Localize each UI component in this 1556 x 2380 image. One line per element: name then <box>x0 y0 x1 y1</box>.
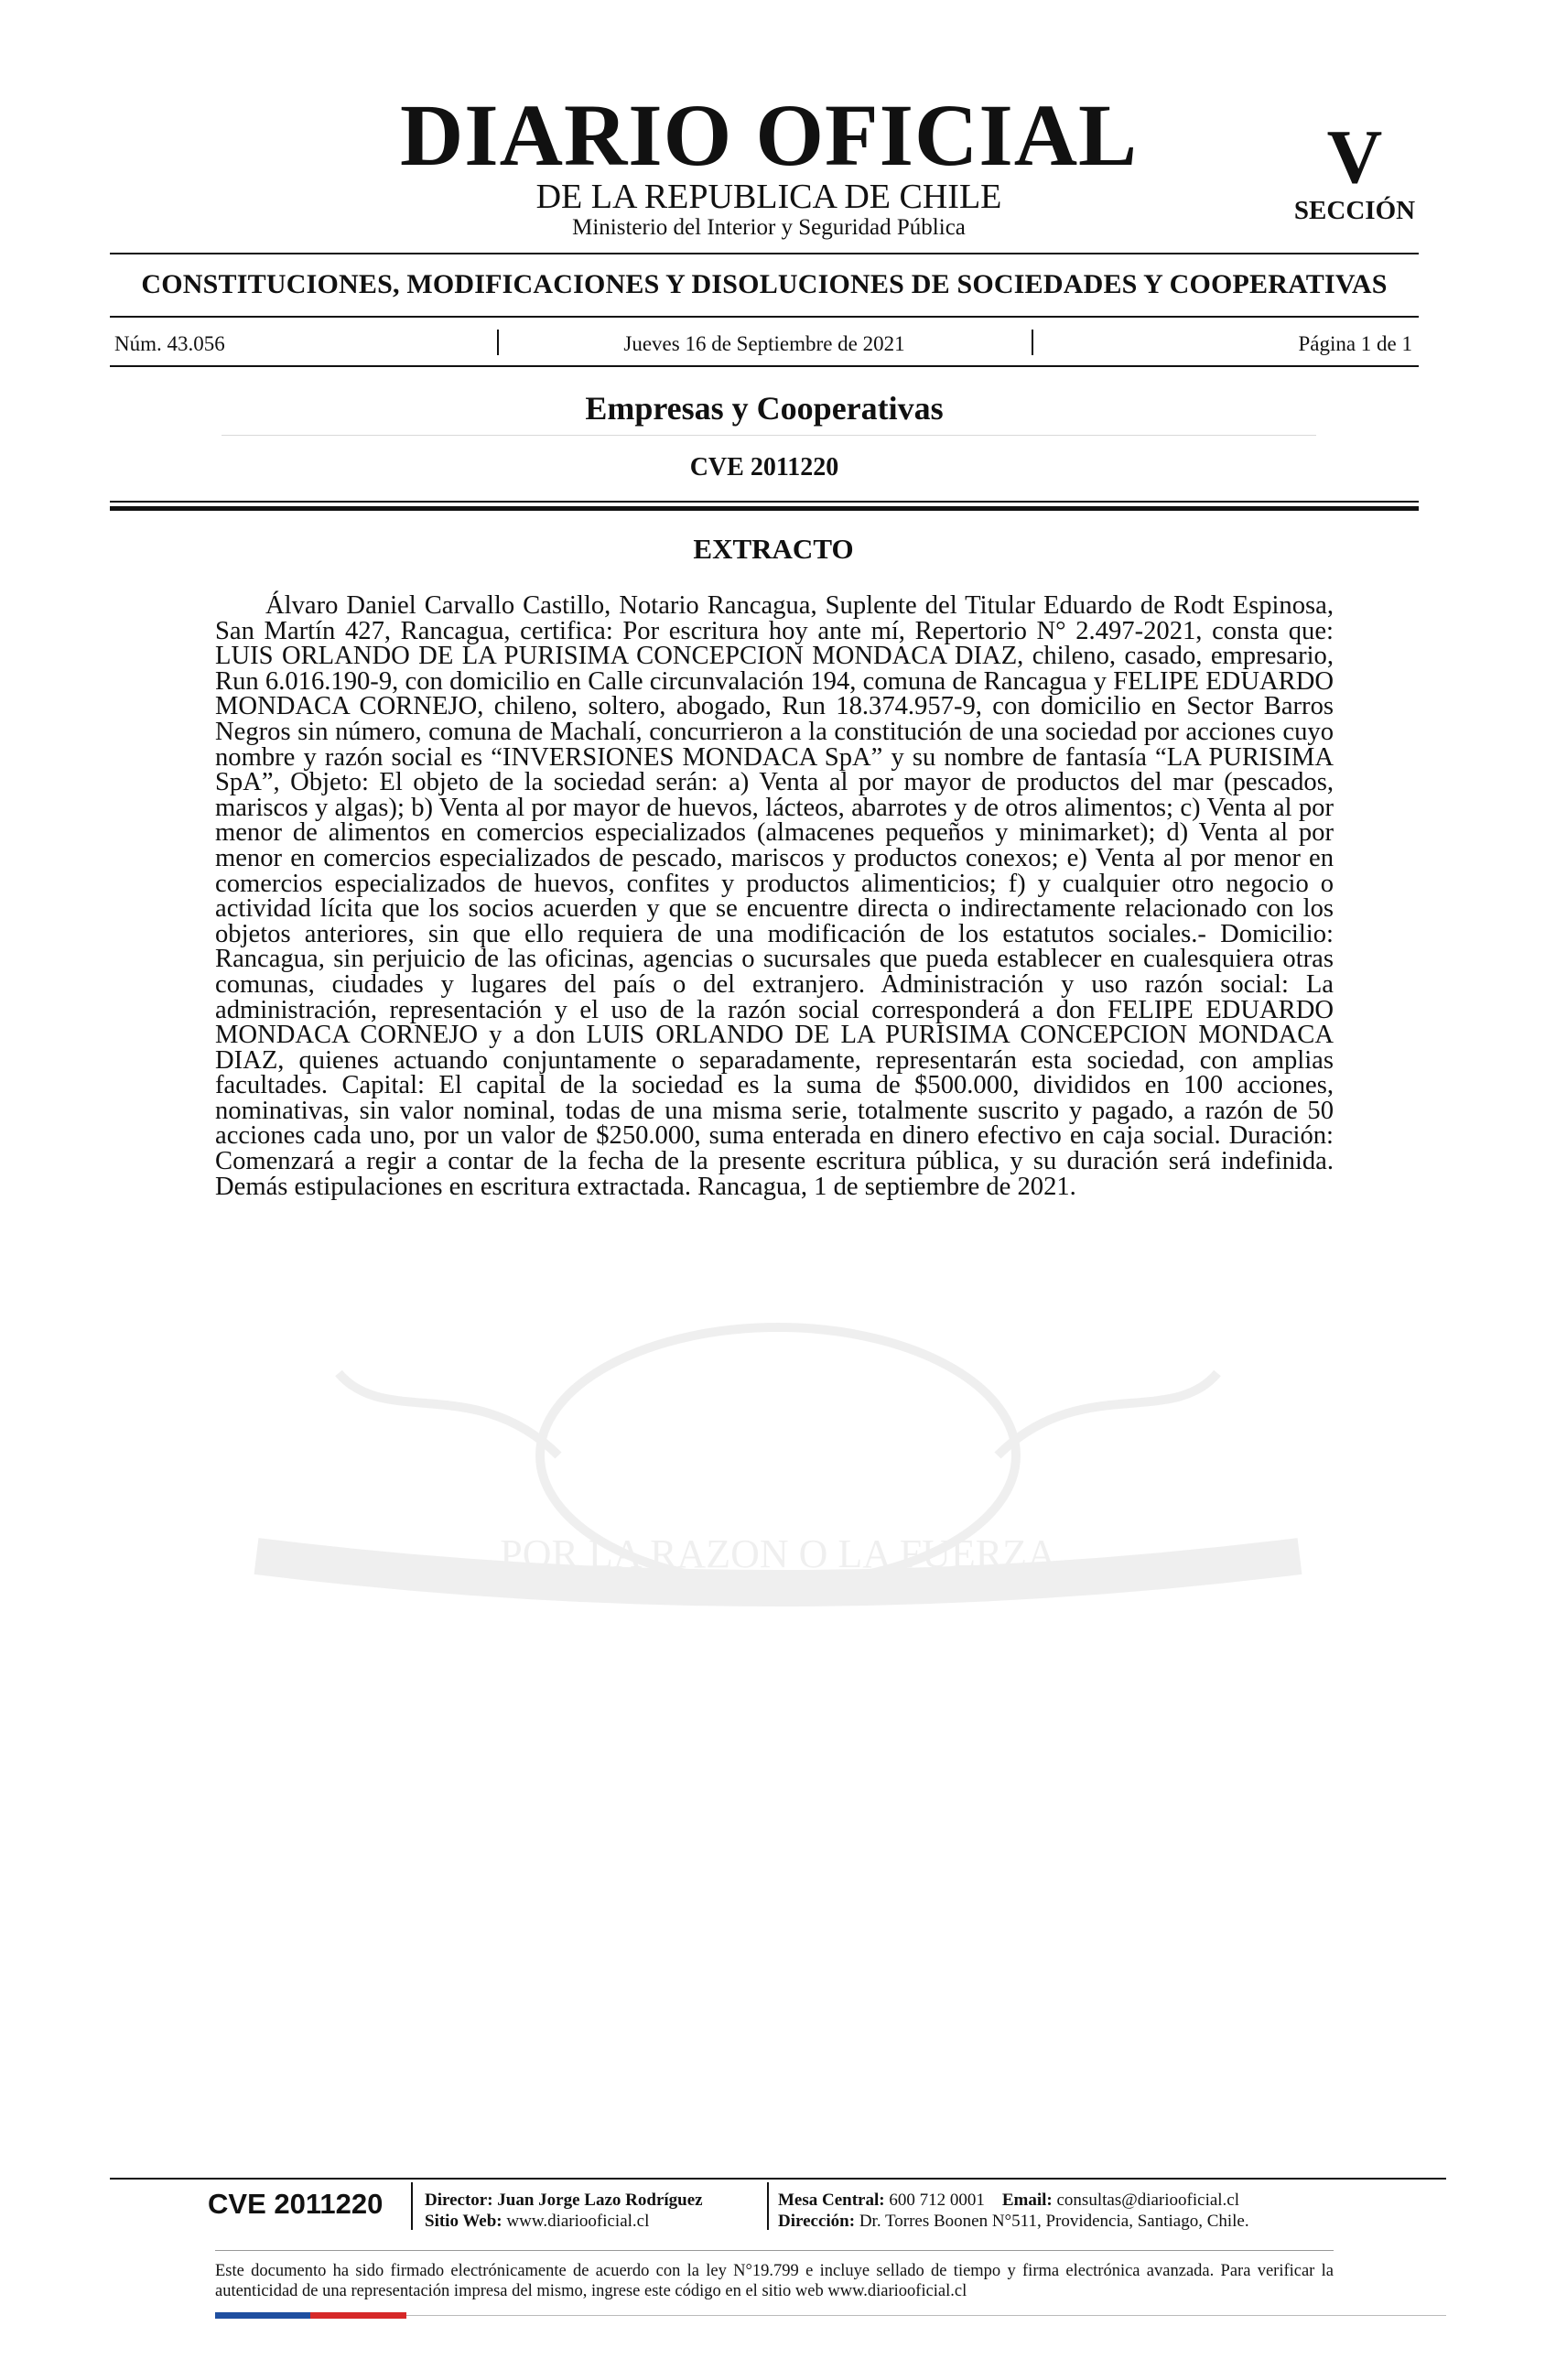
category-heading: CONSTITUCIONES, MODIFICACIONES Y DISOLUCIONES DE SOCIEDADES Y COOPERATIVAS <box>141 269 1388 299</box>
section-label: SECCIÓN <box>1293 196 1416 225</box>
section-letter: V <box>1326 114 1383 200</box>
masthead-ministry: Ministerio del Interior y Seguridad Pública <box>572 215 966 240</box>
issue-separator-right <box>1032 330 1033 355</box>
document-body: Álvaro Daniel Carvallo Castillo, Notario Rancagua, Suplente del Titular Eduardo de Rodt Espinosa, San Martín 427, Rancagua, certifica: Por escritura hoy ante mí, Repertorio N° 2.497-2021, consta que: LUIS ORLANDO DE LA PURISIMA CONCEPCION MONDACA DIAZ, chileno, casado, empresario, Run 6.016.190-9, con domicilio en Calle circunvalación 194, comuna de Rancagua y FELIPE EDUARDO MONDACA CORNEJO, chileno, soltero, abogado, Run 18.374.957-9, con domicilio en Sector Barros Negros sin número, comuna de Machalí, concurrieron a la constitución de una sociedad por acciones cuyo nombre y razón social es “INVERSIONES MONDACA SpA” y su nombre de fantasía “LA PURISIMA SpA”, Objeto: El objeto de la sociedad serán: a) Venta al por mayor de productos del mar (pescados, mariscos y algas); b) Venta al por mayor de huevos, lácteos, abarrotes y de otros alimentos; c) Venta al por menor de alimentos en comercios especializados (almacenes pequeños y minimarket); d) Venta al por menor en comercios especializados de pescado, mariscos y productos conexos; e) Venta al por menor en comercios especializados de huevos, confites y productos alimenticios; f) y cualquier otro negocio o actividad lícita que los socios acuerden y que se encuentre directa o indirectamente relacionado con los objetos anteriores, sin que ello requiera de una modificación de los estatutos sociales.- Domicilio: Rancagua, sin perjuicio de las oficinas, agencias o sucursales que pueda establecer en cualesquiera otras comunas, ciudades y lugares del país o del extranjero. Administración y uso razón social: La administración, representación y el uso de la razón social corresponderá a don FELIPE EDUARDO MONDACA CORNEJO y a don LUIS ORLANDO DE LA PURISIMA CONCEPCION MONDACA DIAZ, quienes actuando conjuntamente o separadamente, representarán esta sociedad, con amplias facultades. Capital: El capital de la sociedad es la suma de $500.000, divididos en 100 acciones, nominativas, sin valor nominal, todas de una misma serie, totalmente suscrito y pagado, a razón de 50 acciones cada uno, por un valor de $250.000, suma enterada en dinero efectivo en caja social. Duración: Comenzará a regir a contar de la fecha de la presente escritura pública, y su duración será indefinida. Demás estipulaciones en escritura extractada. Rancagua, 1 de septiembre de 2021. <box>215 591 1334 1201</box>
issue-number: Núm. 43.056 <box>114 332 225 355</box>
issue-rule <box>110 365 1419 367</box>
phone-label: Mesa Central: <box>778 2191 885 2210</box>
footer-cve-code: CVE 2011220 <box>208 2188 384 2220</box>
masthead-title: DIARIO OFICIAL <box>399 86 1139 184</box>
footer-contact-block <box>778 2190 1437 2232</box>
header-rule-top <box>110 253 1419 254</box>
website-label: Sitio Web: <box>425 2212 502 2231</box>
masthead-subtitle: DE LA REPUBLICA DE CHILE <box>535 178 1002 216</box>
section-title: Empresas y Cooperativas <box>585 390 944 427</box>
footer-rule-top <box>110 2178 1446 2180</box>
director-name: Juan Jorge Lazo Rodríguez <box>497 2191 703 2210</box>
content-rule-thin <box>110 501 1419 503</box>
content-rule-thick <box>110 506 1419 511</box>
cve-code: CVE 2011220 <box>689 453 839 481</box>
footer-divider-2 <box>767 2182 769 2230</box>
footer-rule-mid <box>215 2250 1334 2251</box>
issue-date: Jueves 16 de Septiembre de 2021 <box>623 332 905 355</box>
section-title-underline <box>222 435 1316 436</box>
document-type: EXTRACTO <box>693 533 854 565</box>
email-link[interactable]: consultas@diariooficial.cl <box>1056 2191 1240 2210</box>
phone-value: 600 712 0001 <box>889 2191 985 2210</box>
footer-legal-note: Este documento ha sido firmado electrónicamente de acuerdo con la ley N°19.799 e incluye sellado de tiempo y firma electrónica avanzada. Para verificar la autenticidad de una representación impresa del mismo, ingrese este código en el sitio web www.diariooficial.cl <box>215 2262 1334 2300</box>
flag-stripe-red <box>310 2312 406 2319</box>
website-link[interactable]: www.diariooficial.cl <box>506 2212 650 2231</box>
footer-divider-1 <box>411 2182 413 2230</box>
header-rule-mid <box>110 316 1419 318</box>
flag-stripe-blue <box>215 2312 310 2319</box>
address-label: Dirección: <box>778 2212 856 2231</box>
footer-director-block <box>425 2190 773 2232</box>
director-label: Director: <box>425 2191 493 2210</box>
motto-text: POR LA RAZON O LA FUERZA <box>500 1531 1056 1576</box>
address-value: Dr. Torres Boonen N°511, Providencia, Santiago, Chile. <box>859 2212 1249 2231</box>
issue-separator-left <box>497 330 499 355</box>
email-label: Email: <box>1001 2191 1053 2210</box>
coat-of-arms-watermark <box>201 1318 1355 1666</box>
footer-rule-bottom <box>406 2315 1446 2316</box>
issue-page: Página 1 de 1 <box>1298 332 1412 355</box>
